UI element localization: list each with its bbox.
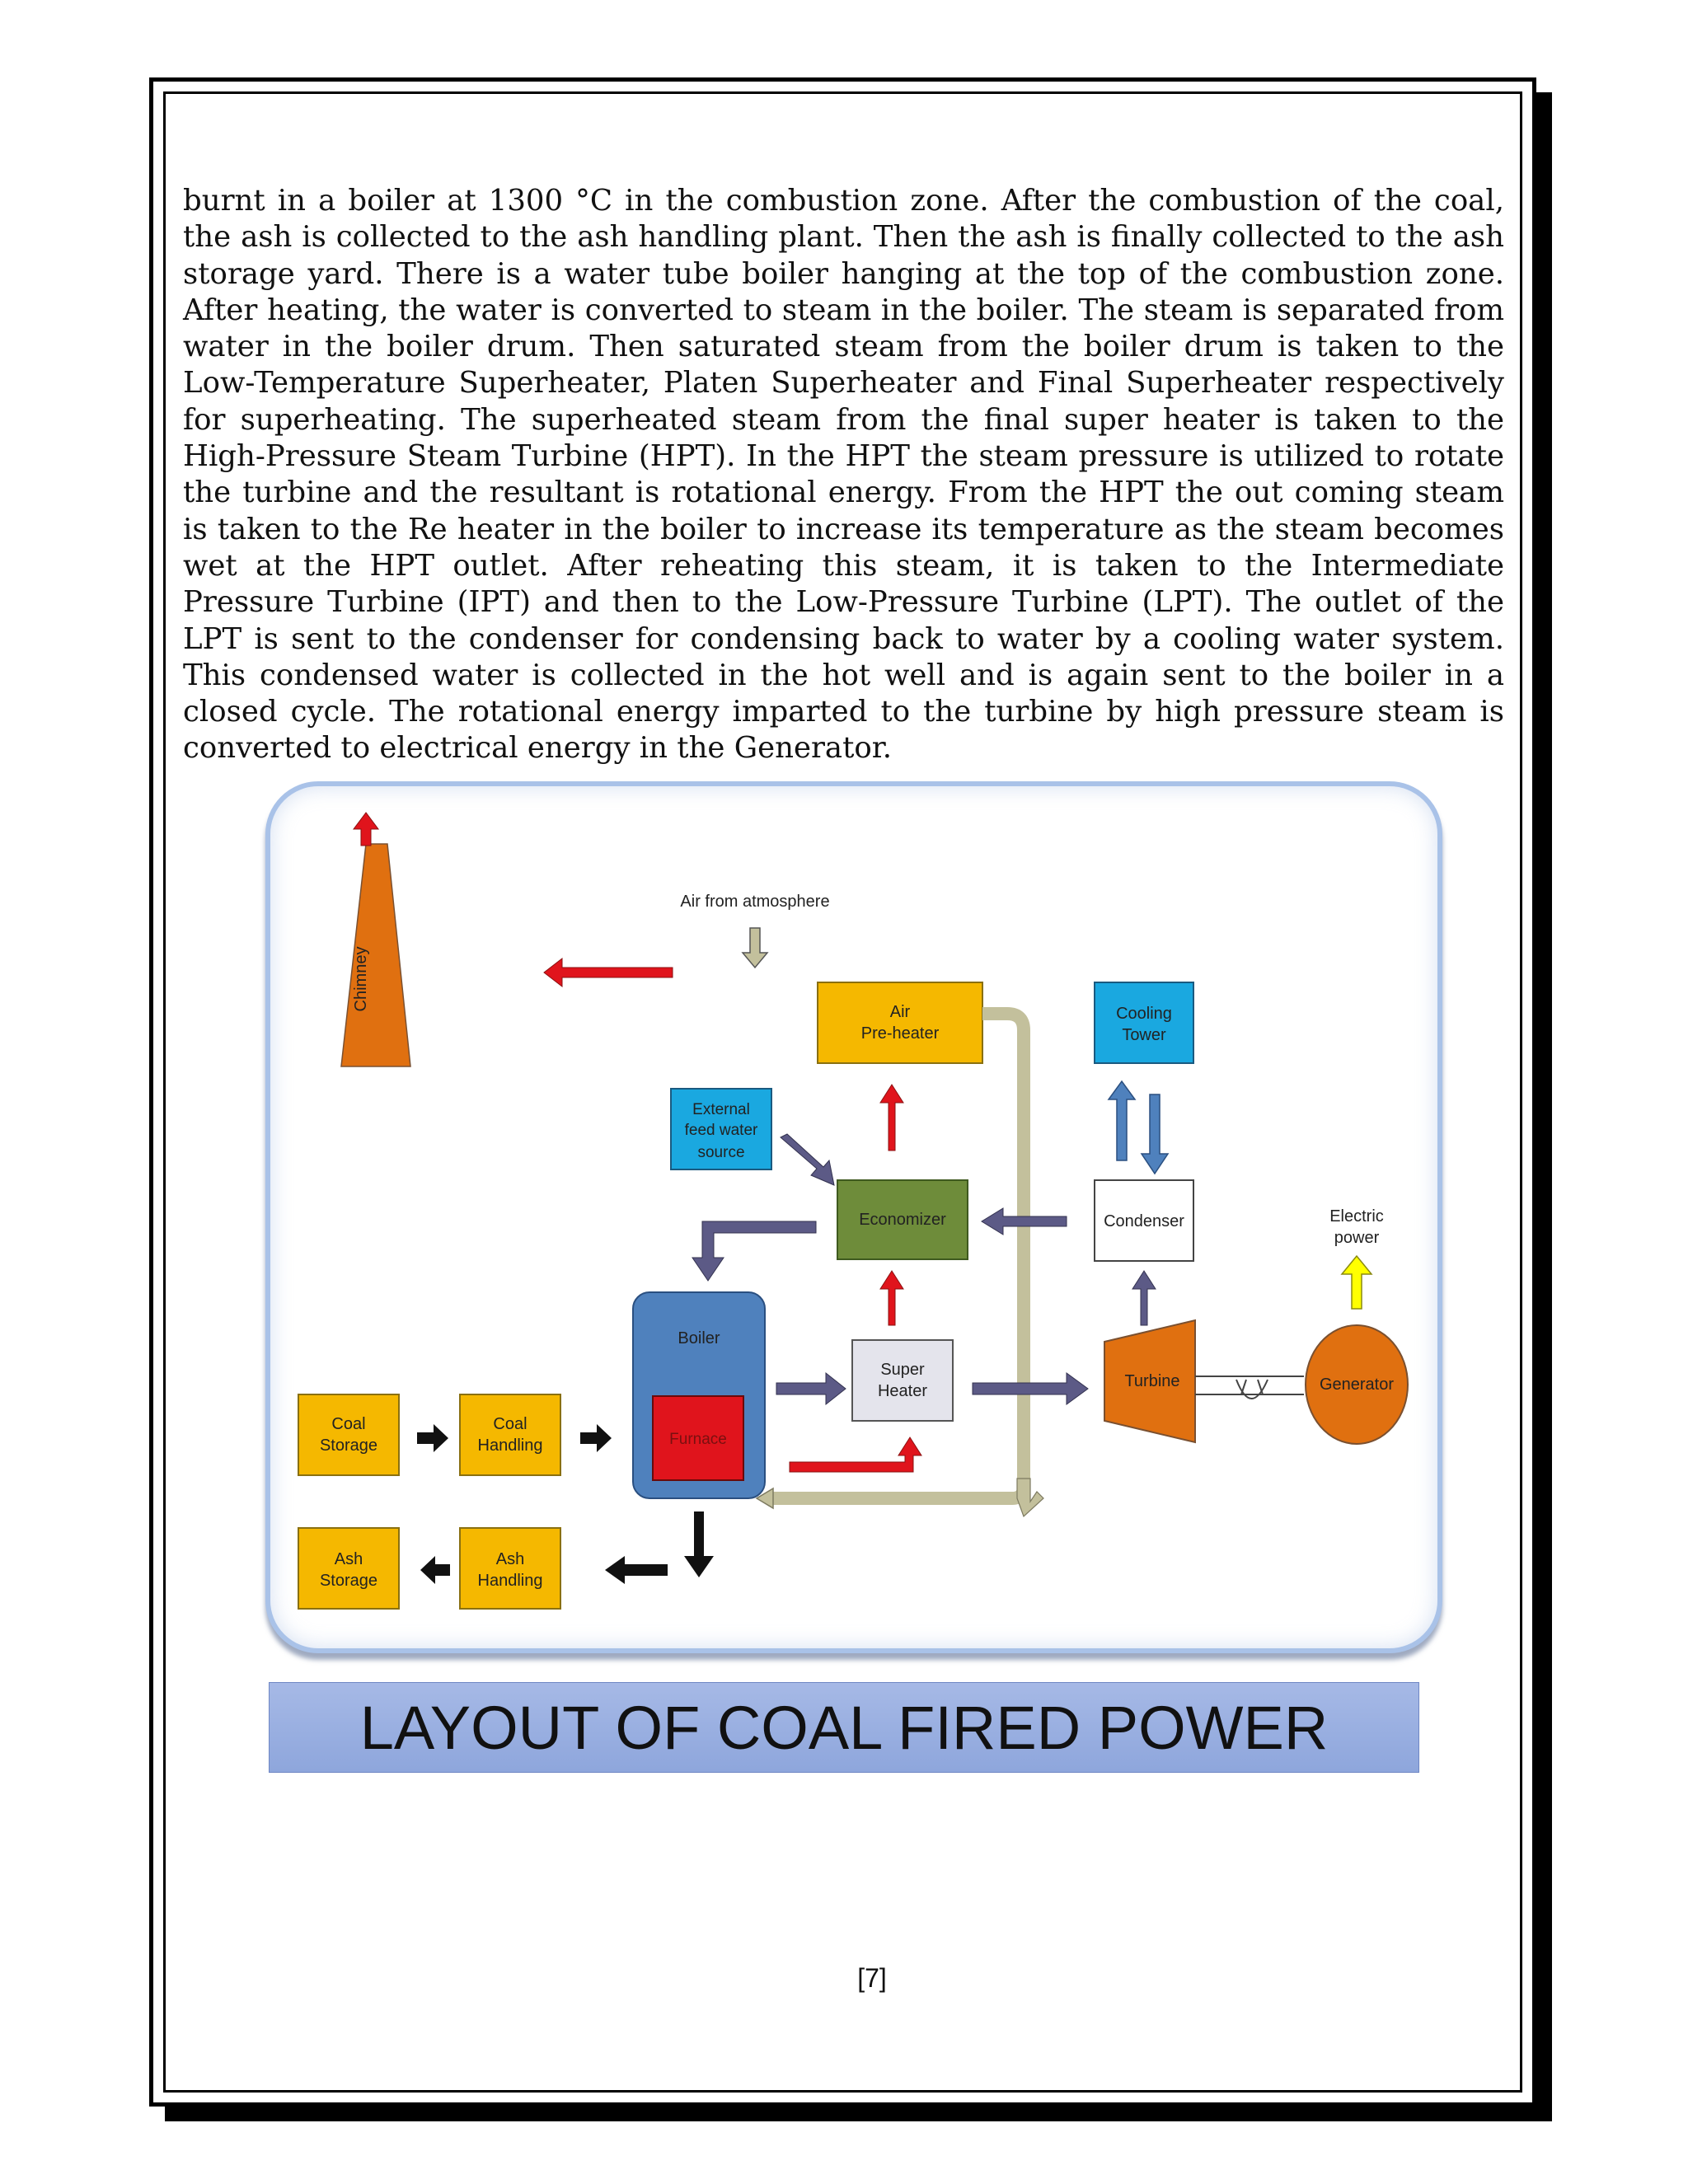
ash-storage-label-2: Storage (319, 1572, 378, 1590)
air-preheater-label-2: Pre-heater (860, 1024, 940, 1043)
economizer-label: Economizer (859, 1211, 946, 1229)
turbine (1104, 1320, 1195, 1442)
condenser (1095, 1180, 1193, 1261)
flue-gas-arrow-to-superheater (790, 1437, 921, 1472)
flue-gas-arrow-to-preheater (880, 1085, 903, 1151)
feed-water-arrow-to-boiler (692, 1221, 816, 1281)
cooling-water-up-arrow (1109, 1081, 1135, 1160)
cooling-water-down-arrow (1142, 1094, 1168, 1174)
figure-caption: LAYOUT OF COAL FIRED POWER (359, 1693, 1329, 1762)
air-from-atmosphere-label: Air from atmosphere (680, 893, 830, 911)
ash-storage-label-1: Ash (334, 1550, 363, 1568)
air-preheater-label-1: Air (889, 1003, 911, 1021)
coal-handling-label-2: Handling (477, 1436, 543, 1455)
super-heater-label-2: Heater (877, 1382, 928, 1400)
flue-gas-arrow-to-chimney (544, 958, 673, 987)
coal-arrow-to-boiler (580, 1424, 612, 1452)
ash-arrow-down (684, 1511, 714, 1577)
flue-gas-arrow-to-economizer (880, 1271, 903, 1325)
coal-handling-label-1: Coal (493, 1415, 528, 1433)
page-number: [7] (857, 1963, 887, 1993)
super-heater (852, 1340, 953, 1421)
furnace-label: Furnace (669, 1431, 727, 1448)
ash-arrow-to-handling (605, 1556, 668, 1584)
coal-handling (460, 1394, 560, 1475)
air-preheater (818, 982, 982, 1063)
electric-power-arrow (1342, 1256, 1372, 1309)
ash-handling-label-1: Ash (495, 1550, 525, 1568)
ash-storage (298, 1528, 399, 1609)
ash-arrow-to-storage (420, 1556, 450, 1584)
body-paragraph: burnt in a boiler at 1300 °C in the combustion zone. After the combustion of the coal, the ash is collected to the ash handling plant. Then the ash is finally collected to the ash storage yard. There is a water tube boiler hanging at the top of the combustion zone. After heating, the water is converted to steam in the boiler. The steam is separated from water in the boiler drum. Then saturated steam from the boiler drum is taken to the Low-Temperature Superheater, Platen Superheater and Final Superheater respectively for superheating. The superheated steam from the final super heater is taken to the High-Pressure Steam Turbine (HPT). In the HPT the steam pressure is utilized to rotate the turbine and the resultant is rotational energy. From the HPT the out coming steam is taken to the Re heater in the boiler to increase its temperature as the steam becomes wet at the HPT outlet. After reheating this steam, it is taken to the Intermediate Pressure Turbine (IPT) and then to the Low-Pressure Turbine (LPT). The outlet of the LPT is sent to the condenser for condensing back to water by a cooling water system. This condensed water is collected in the hot well and is again sent to the boiler in a closed cycle. The rotational energy imparted to the turbine by high pressure steam is converted to electrical energy in the Generator. (183, 184, 1504, 766)
feed-water-arrow-to-economizer (781, 1134, 834, 1185)
external-feed-label-3: source (697, 1144, 745, 1161)
power-plant-diagram (265, 781, 1442, 1653)
turbine-generator-shaft (1195, 1376, 1304, 1399)
figure-caption-bar (269, 1682, 1419, 1773)
electric-power-label-1: Electric (1329, 1207, 1384, 1226)
ash-handling (460, 1528, 560, 1609)
air-inlet-arrow (743, 928, 767, 968)
steam-arrow-to-superheater (776, 1373, 846, 1404)
coal-storage (298, 1394, 399, 1475)
feed-water-pipe-branch (1017, 1479, 1043, 1516)
chimney-label: Chimney (352, 946, 370, 1012)
coal-arrow-to-handling (417, 1424, 448, 1452)
turbine-label: Turbine (1124, 1372, 1180, 1390)
external-feed-label-1: External (692, 1101, 750, 1118)
external-feed-water-source (671, 1089, 771, 1169)
cooling-tower-label-2: Tower (1122, 1026, 1166, 1044)
external-feed-label-2: feed water (684, 1122, 758, 1139)
coal-storage-label-1: Coal (331, 1415, 366, 1433)
chimney (341, 844, 410, 1066)
boiler (633, 1292, 765, 1498)
generator-label: Generator (1319, 1376, 1395, 1394)
condenser-label: Condenser (1104, 1212, 1184, 1230)
electric-power-label-2: power (1334, 1229, 1380, 1247)
coal-storage-label-2: Storage (319, 1436, 378, 1455)
cooling-tower-label-1: Cooling (1116, 1005, 1172, 1023)
economizer (837, 1180, 968, 1259)
cooling-tower (1095, 982, 1193, 1063)
ash-handling-label-2: Handling (477, 1572, 543, 1590)
boiler-label: Boiler (678, 1329, 720, 1347)
generator (1306, 1325, 1408, 1444)
super-heater-label-1: Super (880, 1361, 925, 1379)
exhaust-steam-arrow-to-condenser (1132, 1271, 1156, 1325)
chimney-exhaust-arrow (354, 813, 378, 846)
